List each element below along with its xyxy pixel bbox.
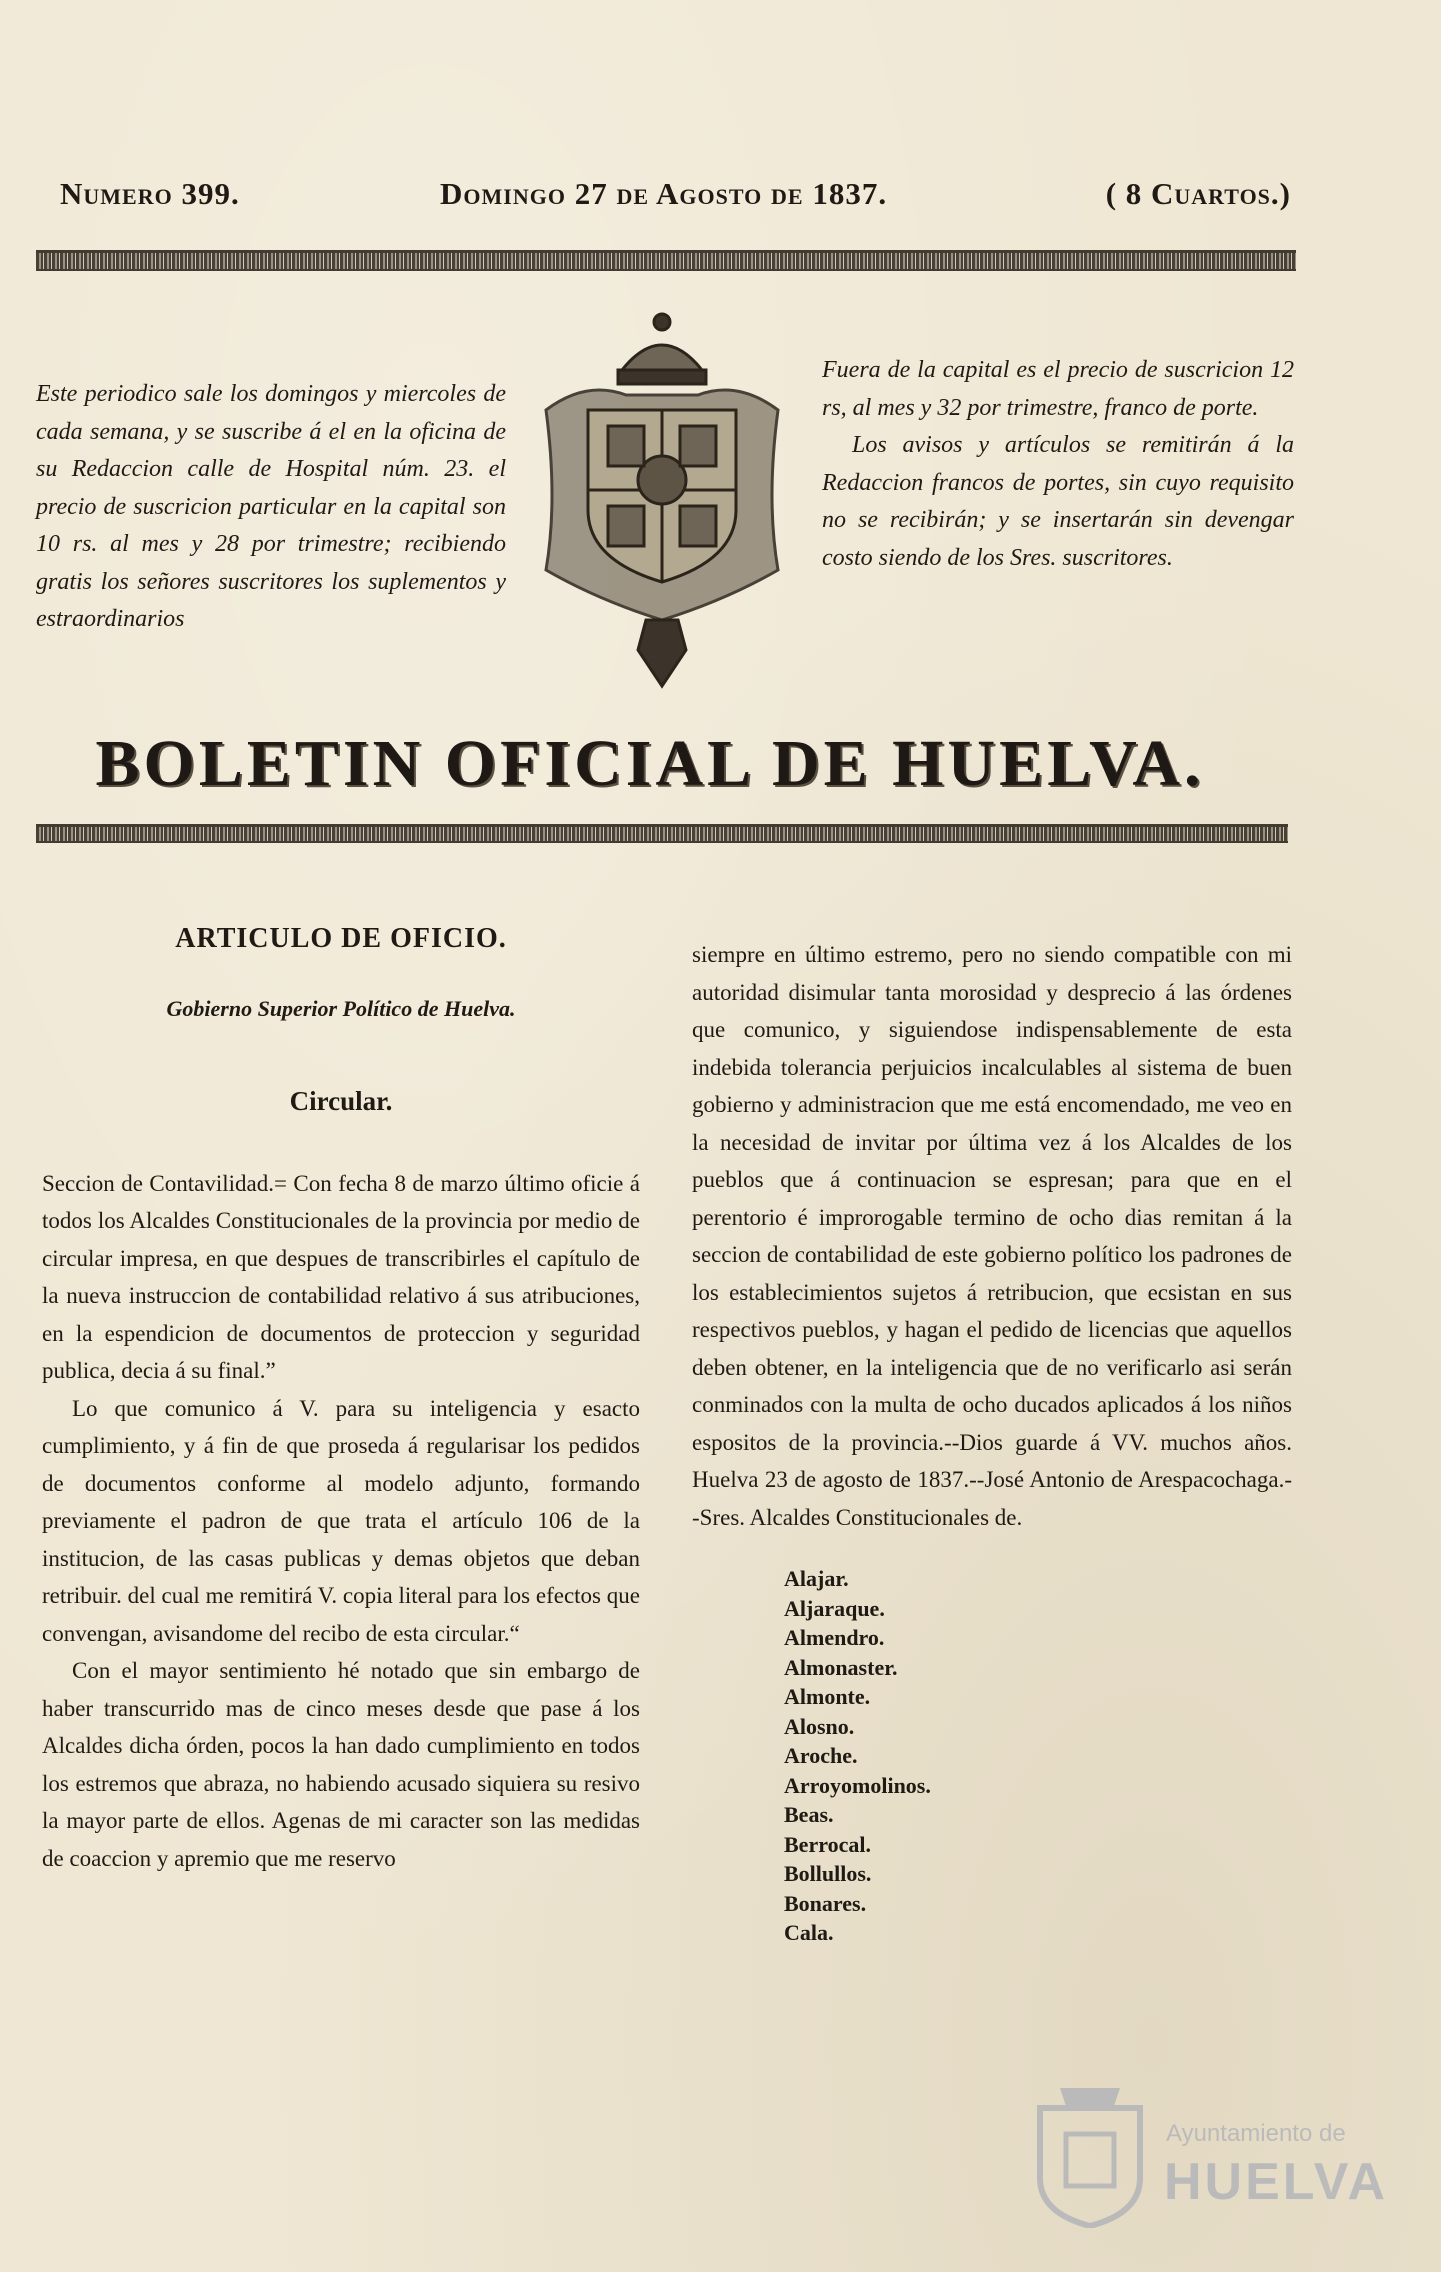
watermark-line1: Ayuntamiento de (1166, 2120, 1346, 2147)
article-subheading: Gobierno Superior Político de Huelva. (166, 995, 516, 1021)
list-item: Almonte. (784, 1684, 871, 1709)
list-item: Arroyomolinos. (784, 1772, 931, 1798)
list-item: Cala. (784, 1920, 834, 1945)
list-item: Aroche. (784, 1743, 858, 1768)
list-item: Alajar. (784, 1566, 849, 1591)
royal-coat-of-arms-icon (526, 300, 798, 696)
article-paragraph: Con el mayor sentimiento hé notado que sin embargo de haber transcurrido mas de cinco meses desde que pase á los Alcaldes dicha órden, pocos la han dado cumplimiento en todos los estremos que abraza, no habiendo acusado siquiera su resivo la mayor parte de ellos. Agenas de mi caracter son las medidas de coaccion y apremio que me reservo (42, 1658, 640, 1871)
subscription-info: Este periodico sale los domingos y miercoles de cada semana, y se suscribe á el en la oficina de su Redaccion calle de Hospital núm. 23. el precio de suscricion particular en la capital son 10 rs. al mes y 28 por trimestre; recibiendo gratis los señores suscritores los suplementos y estraordinarios (36, 381, 506, 632)
advertising-info-price: Fuera de la capital es el precio de suscricion 12 rs, al mes y 32 por trimestre, franco de porte. (822, 357, 1294, 421)
list-item: Bollullos. (784, 1861, 872, 1886)
issue-number: Numero 399. (60, 176, 240, 211)
towns-list (784, 1564, 1292, 1948)
advertising-info (822, 352, 1294, 577)
list-item: Beas. (784, 1802, 834, 1827)
issue-price: ( 8 Cuartos.) (1105, 176, 1291, 211)
masthead-ornamental-rule (36, 824, 1288, 843)
issue-header (60, 176, 1291, 216)
article-paragraph: Seccion de Contavilidad.= Con fecha 8 de marzo último oficie á todos los Alcaldes Constitucionales de la provincia por medio de circular impresa, en que despues de transcribirles el capítulo de la nueva instruccion de contabilidad relativo á sus atribuciones, en la espendicion de documentos de proteccion y seguridad publica, decia á su final.” (42, 1170, 640, 1383)
list-item: Berrocal. (784, 1831, 871, 1857)
ayuntamiento-watermark (1030, 2070, 1389, 2240)
article-paragraph: Lo que comunico á V. para su inteligencia y esacto cumplimiento, y á fin de que proseda á regularisar los pedidos de documentos conforme al modelo adjunto, formando previamente el padron de que trata el artículo 106 de la institucion, de las casas publicas y demas objetos que deban retribuir. del cual me remitirá V. copia literal para los efectos que convengan, avisandome del recibo de esta circular.“ (42, 1395, 640, 1646)
article-column-right (692, 936, 1292, 1948)
list-item: Almonaster. (784, 1654, 898, 1680)
list-item: Bonares. (784, 1890, 867, 1916)
issue-date: Domingo 27 de Agosto de 1837. (440, 176, 888, 211)
top-ornamental-rule (36, 250, 1296, 271)
article-column-left (42, 920, 640, 1877)
list-item: Alosno. (784, 1713, 855, 1739)
huelva-shield-icon (1030, 2078, 1150, 2228)
circular-heading: Circular. (289, 1086, 393, 1116)
watermark-line2: HUELVA (1164, 2153, 1389, 2211)
list-item: Almendro. (784, 1625, 885, 1650)
article-paragraph: siempre en último estremo, pero no siendo compatible con mi autoridad disimular tanta morosidad y desprecio á las órdenes que comunico, y siguiendose indispensablemente de esta indebida tolerancia perjuicios incalculables al sistema de buen gobierno y administracion que me está encomendado, me veo en la necesidad de invitar por última vez á los Alcaldes de los pueblos que á continuacion se espresan; para que en el perentorio é improrogable termino de ocho dias remitan á la seccion de contabilidad de este gobierno político los padrones de los establecimientos sujetos á retribucion, que ecsistan en sus respectivos pueblos, y hagan el pedido de licencias que aquellos deben obtener, en la inteligencia que de no verificarlo asi serán conminados con la multa de ocho ducados aplicados á los niños espositos de la provincia.--Dios guarde á VV. muchos años. Huelva 23 de agosto de 1837.--José Antonio de Arespacochaga.--Sres. Alcaldes Constitucionales de. (692, 942, 1292, 1530)
list-item: Aljaraque. (784, 1595, 885, 1621)
advertising-info-notices: Los avisos y artículos se remitirán á la Redaccion francos de portes, sin cuyo requisito no se recibirán; y se insertarán sin devengar costo siendo de los Sres. suscritores. (822, 432, 1294, 571)
article-heading: ARTICULO DE OFICIO. (175, 923, 507, 954)
masthead-title: BOLETIN OFICIAL DE HUELVA. (95, 727, 1205, 800)
